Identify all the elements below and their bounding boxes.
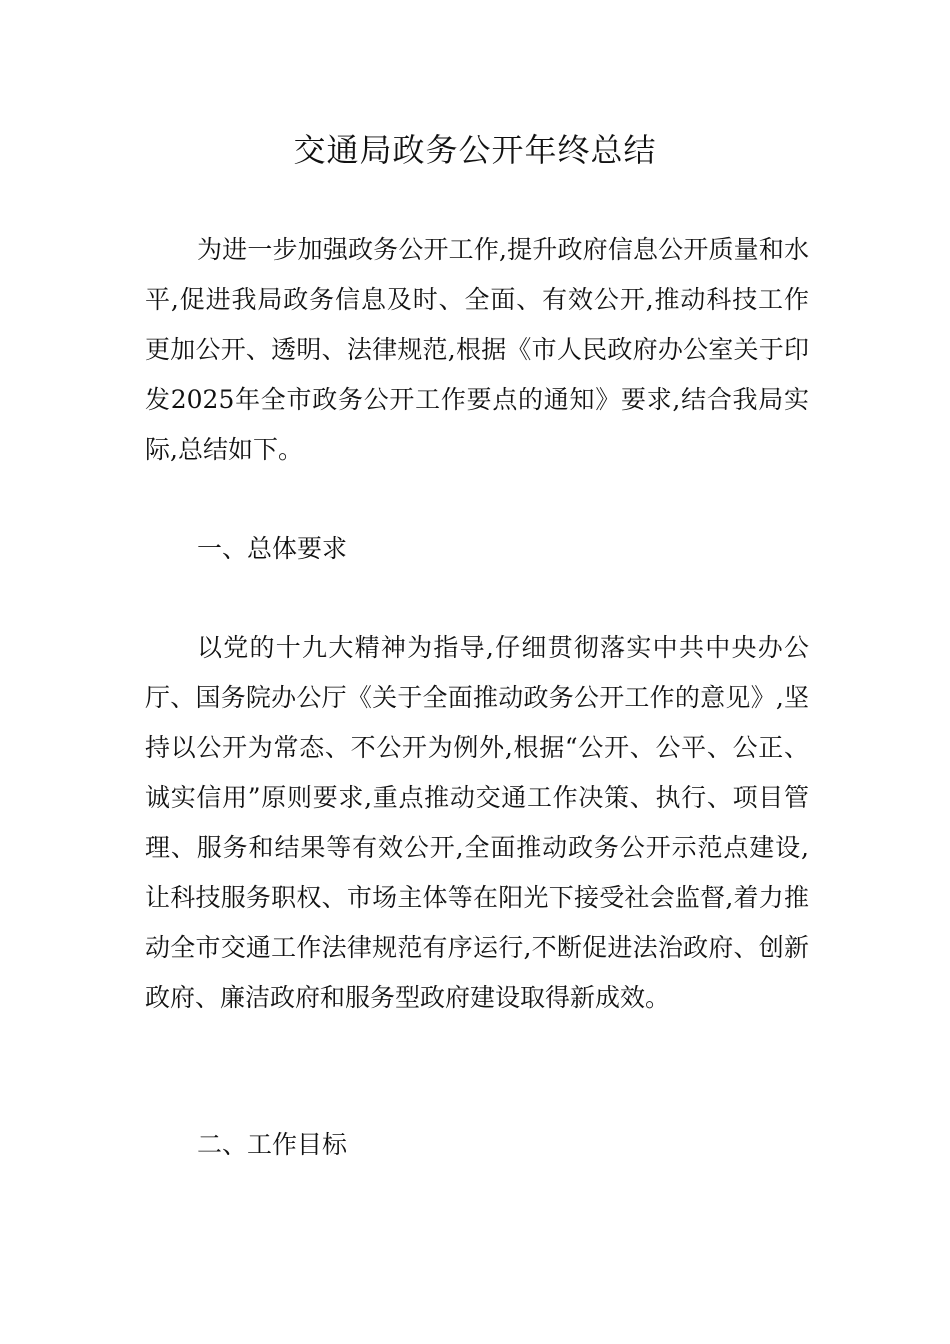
section-overall-requirements-body: 以党的十九大精神为指导,仔细贯彻落实中共中央办公厅、国务院办公厅《关于全面推动政务公开工作的意见》,坚持以公开为常态、不公开为例外,根据“公开、公平、公正、诚实信用”原则要求,重点推动交通工作决策、执行、项目管理、服务和结果等有效公开,全面推动政务公开示范点建设,让科技服务职权、市场主体等在阳光下接受社会监督,着力推动全市交通工作法律规范有序运行,不断促进法治政府、创新政府、廉洁政府和服务型政府建设取得新成效。 (145, 633, 809, 1012)
section-heading-work-goals: 二、工作目标 (197, 1130, 348, 1159)
intro-paragraph: 为进一步加强政务公开工作,提升政府信息公开质量和水平,促进我局政务信息及时、全面、有效公开,推动科技工作更加公开、透明、法律规范,根据《市人民政府办公室关于印发2025年全市政务公开工作要点的通知》要求,结合我局实际,总结如下。 (145, 235, 809, 464)
section-heading-overall-requirements: 一、总体要求 (197, 534, 348, 563)
document-title: 交通局政务公开年终总结 (293, 131, 657, 169)
